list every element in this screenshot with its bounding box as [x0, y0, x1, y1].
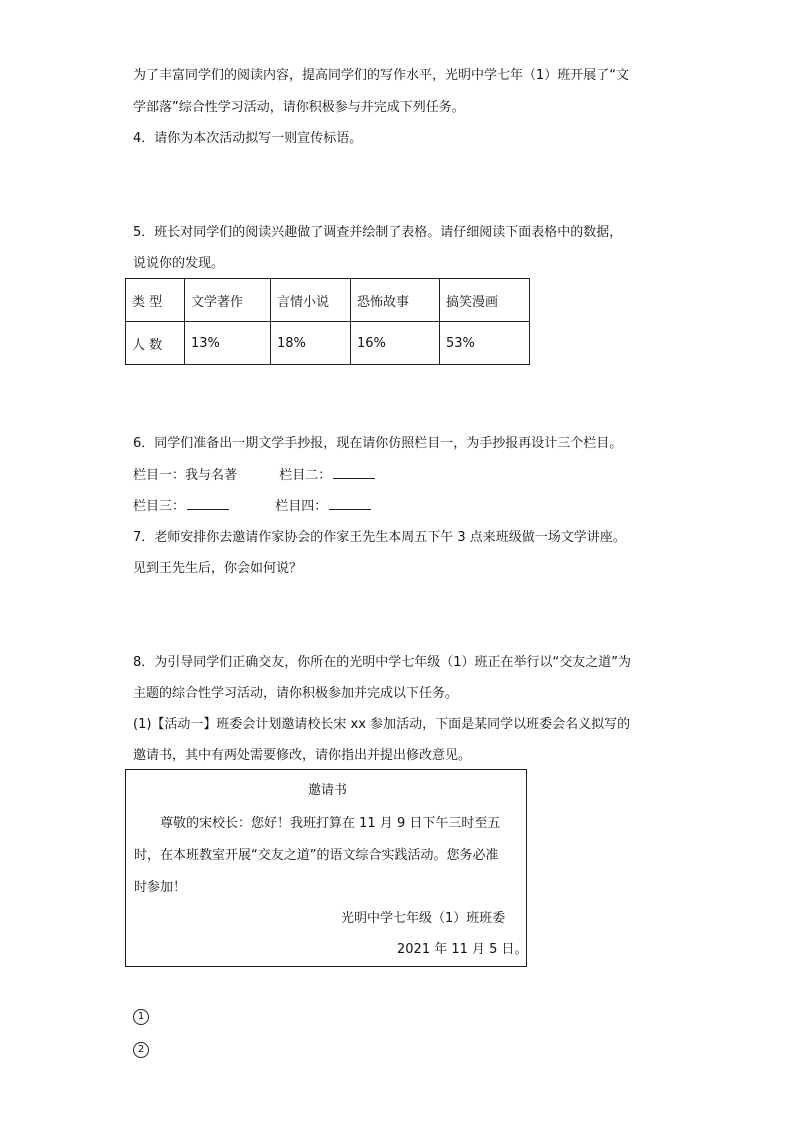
reading-interest-table — [125, 278, 530, 365]
table-cell: 文学著作 — [185, 279, 271, 322]
letter-date: 2021 年 11 月 5 日。 — [397, 942, 528, 957]
letter-body-line-3: 时参加！ — [134, 880, 187, 895]
table-cell: 搞笑漫画 — [440, 279, 530, 322]
column-3-blank[interactable] — [187, 497, 229, 510]
table-cell: 53% — [440, 322, 530, 365]
column-3-label: 栏目三： — [133, 499, 186, 514]
table-cell: 16% — [351, 322, 440, 365]
letter-signature: 光明中学七年级（1）班班委 — [341, 911, 506, 926]
table-row — [126, 322, 530, 365]
intro-line-1: 为了丰富同学们的阅读内容，提高同学们的写作水平，光明中学七年（1）班开展了“文 — [133, 68, 630, 83]
answer-marker-2: 2 — [133, 1042, 149, 1058]
column-2-blank[interactable] — [333, 466, 375, 479]
column-row-1 — [133, 466, 375, 485]
question-7-line-1: 7．老师安排你去邀请作家协会的作家王先生本周五下午 3 点来班级做一场文学讲座。 — [133, 530, 626, 545]
table-cell: 恐怖故事 — [351, 279, 440, 322]
column-4-blank[interactable] — [329, 497, 371, 510]
column-row-2 — [133, 497, 371, 516]
question-4: 4．请你为本次活动拟写一则宣传标语。 — [133, 131, 363, 146]
invitation-letter-box — [125, 769, 527, 967]
question-5-line-1: 5．班长对同学们的阅读兴趣做了调查并绘制了表格。请仔细阅读下面表格中的数据， — [133, 225, 623, 240]
column-4-label: 栏目四： — [275, 499, 328, 514]
column-2-label: 栏目二： — [279, 468, 332, 483]
table-cell: 类 型 — [126, 279, 185, 322]
answer-marker-1: 1 — [133, 1009, 149, 1025]
letter-body-line-1: 尊敬的宋校长：您好！我班打算在 11 月 9 日下午三时至五 — [160, 816, 501, 831]
column-1-label: 栏目一：我与名著 — [133, 468, 238, 483]
question-5-line-2: 说说你的发现。 — [133, 256, 225, 271]
question-7-line-2: 见到王先生后，你会如何说？ — [133, 561, 303, 576]
question-6: 6．同学们准备出一期文学手抄报，现在请你仿照栏目一，为手抄报再设计三个栏目。 — [133, 436, 623, 451]
table-cell: 人 数 — [126, 322, 185, 365]
table-cell: 18% — [271, 322, 351, 365]
letter-title: 邀请书 — [308, 783, 348, 798]
letter-body-line-2: 时，在本班教室开展“交友之道”的语文综合实践活动。您务必准 — [134, 848, 499, 863]
question-8-line-3: (1)【活动一】班委会计划邀请校长宋 xx 参加活动，下面是某同学以班委会名义拟写的 — [133, 717, 631, 732]
question-8-line-4: 邀请书，其中有两处需要修改，请你指出并提出修改意见。 — [133, 748, 472, 763]
table-cell: 13% — [185, 322, 271, 365]
question-8-line-1: 8．为引导同学们正确交友，你所在的光明中学七年级（1）班正在举行以“交友之道”为 — [133, 655, 632, 670]
intro-line-2: 学部落”综合性学习活动，请你积极参与并完成下列任务。 — [133, 100, 465, 115]
table-cell: 言情小说 — [271, 279, 351, 322]
table-header-row — [126, 279, 530, 322]
question-8-line-2: 主题的综合性学习活动，请你积极参加并完成以下任务。 — [133, 686, 459, 701]
